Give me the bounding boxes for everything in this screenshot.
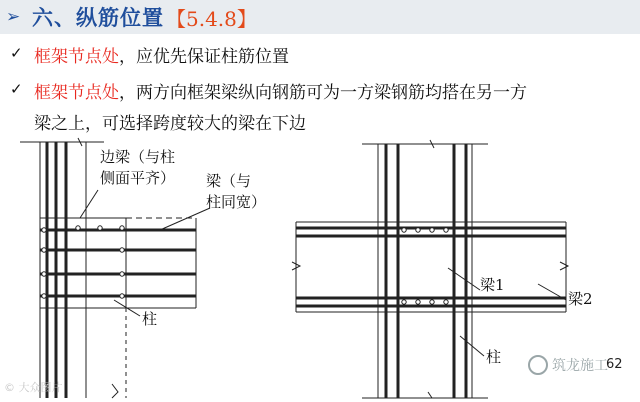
bullet-2-highlight: 框架节点处 [34, 83, 119, 103]
bullet-2-text: ，两方向框架梁纵向钢筋可为一方梁钢筋均搭在另一方 [119, 83, 527, 103]
arrow-icon: ➢ [6, 7, 21, 27]
label-beam2: 梁2 [568, 290, 593, 308]
watermark-text: 筑龙施工 [552, 358, 608, 374]
watermark [528, 355, 608, 375]
label-beam-line2: 柱同宽） [206, 193, 267, 211]
label-beam1: 梁1 [480, 276, 505, 294]
label-beam-line1: 梁（与 [206, 172, 252, 190]
title-reference: 【5.4.8】 [166, 6, 257, 31]
title-text: 六、纵筋位置 [32, 5, 164, 30]
check-icon: ✓ [10, 80, 23, 98]
bullet-2-continuation: 梁之上，可选择跨度较大的梁在下边 [34, 114, 306, 134]
page-number: 62 [606, 357, 623, 372]
label-column-right: 柱 [486, 348, 502, 366]
label-column-left: 柱 [142, 310, 158, 328]
footer-credit: © 大众图片 [4, 381, 63, 394]
label-edge-beam-line1: 边梁（与柱 [100, 148, 176, 166]
bullet-1-highlight: 框架节点处 [34, 47, 119, 67]
watermark-logo-icon [528, 355, 548, 375]
check-icon: ✓ [10, 44, 23, 62]
label-edge-beam-line2: 侧面平齐） [100, 169, 176, 187]
bullet-1-text: ，应优先保证柱筋位置 [119, 47, 289, 67]
